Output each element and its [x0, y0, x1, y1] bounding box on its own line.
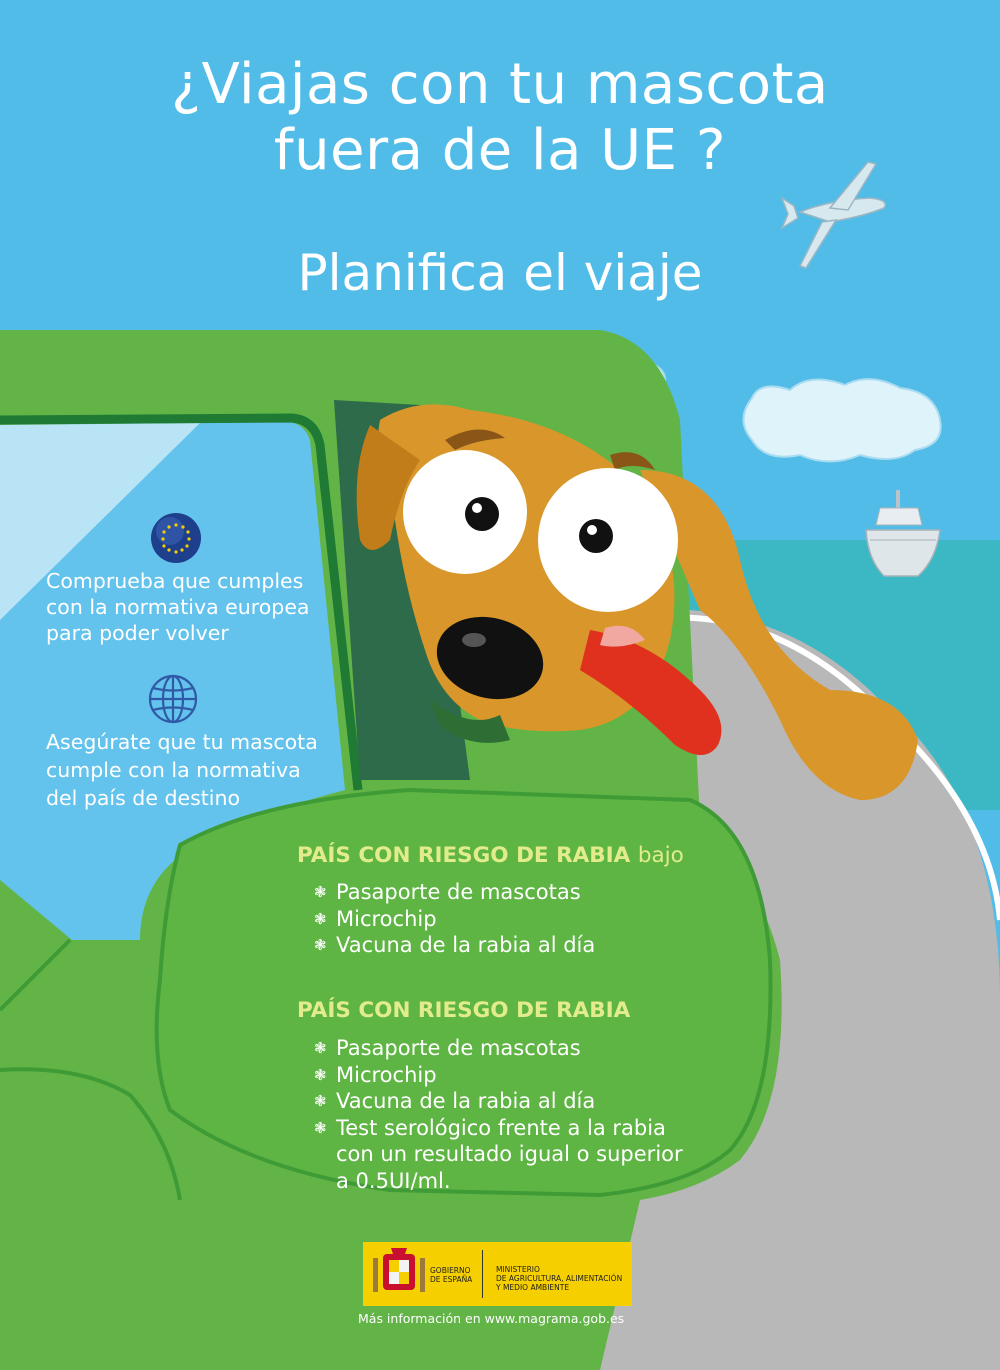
paw-icon: ❃ — [314, 909, 327, 928]
requirements-list-risk — [314, 1035, 683, 1194]
page-title — [0, 52, 1000, 184]
list-item — [314, 1035, 683, 1062]
section-heading-text: PAÍS CON RIESGO DE RABIA — [297, 998, 631, 1023]
list-item-text: Vacuna de la rabia al día — [336, 933, 596, 957]
section-heading-suffix: bajo — [637, 843, 684, 868]
list-item — [314, 932, 595, 959]
paw-icon: ❃ — [314, 1065, 327, 1084]
logo-divider — [482, 1250, 483, 1298]
check-line: para poder volver — [46, 621, 229, 645]
cloud — [744, 379, 941, 461]
government-logo — [363, 1242, 632, 1306]
list-item — [314, 1115, 683, 1195]
section-heading-low-risk — [297, 843, 684, 868]
check-line: Asegúrate que tu mascota — [46, 730, 318, 754]
check-line: Comprueba que cumples — [46, 569, 304, 593]
paw-icon: ❃ — [314, 883, 327, 901]
list-item — [314, 1088, 683, 1115]
list-item-text: Vacuna de la rabia al día — [336, 1089, 596, 1113]
list-item-text: Pasaporte de mascotas — [336, 880, 581, 904]
list-item — [314, 1062, 683, 1089]
logo-text-line: MINISTERIO — [496, 1265, 540, 1274]
list-item-text: Pasaporte de mascotas — [336, 1036, 581, 1060]
list-item-text: Microchip — [336, 906, 437, 931]
check-destination-rules — [46, 728, 346, 812]
list-item-text: con un resultado igual o superior — [336, 1142, 683, 1166]
check-eu-return — [46, 568, 346, 646]
coat-of-arms-icon — [369, 1244, 429, 1304]
list-item-text: Test serológico frente a la rabia — [336, 1115, 666, 1140]
paw-icon: ❃ — [314, 1039, 327, 1057]
list-item — [314, 906, 595, 933]
check-line: cumple con la normativa — [46, 758, 301, 782]
paw-icon: ❃ — [314, 1092, 327, 1110]
list-item-text: a 0.5UI/ml. — [336, 1168, 451, 1193]
world-globe-icon — [150, 676, 196, 722]
check-line: del país de destino — [46, 786, 241, 810]
requirements-list-low-risk — [314, 879, 595, 959]
section-heading-risk — [297, 998, 630, 1023]
gobierno-text — [430, 1266, 472, 1284]
paw-icon: ❃ — [314, 1118, 327, 1137]
footer-more-info: Más información en www.magrama.gob.es — [358, 1311, 625, 1326]
logo-text-line: DE AGRICULTURA, ALIMENTACIÓN — [496, 1274, 623, 1283]
section-heading-text: PAÍS CON RIESGO DE RABIA — [297, 843, 631, 868]
logo-text-line: DE ESPAÑA — [430, 1275, 473, 1284]
title-line-1: ¿Viajas con tu mascota — [171, 52, 829, 117]
logo-text-line: Y MEDIO AMBIENTE — [496, 1283, 570, 1292]
ministerio-text — [496, 1265, 622, 1292]
list-item — [314, 879, 595, 906]
ship-icon — [866, 490, 940, 576]
dog-eye-left — [403, 450, 527, 574]
logo-text-line: GOBIERNO — [430, 1266, 471, 1275]
title-line-2: fuera de la UE ? — [273, 118, 727, 183]
list-item-text: Microchip — [336, 1062, 437, 1087]
check-line: con la normativa europea — [46, 595, 310, 619]
eu-flag-globe-icon — [151, 513, 201, 563]
page-subtitle: Planifica el viaje — [297, 244, 703, 302]
paw-icon: ❃ — [314, 936, 327, 954]
